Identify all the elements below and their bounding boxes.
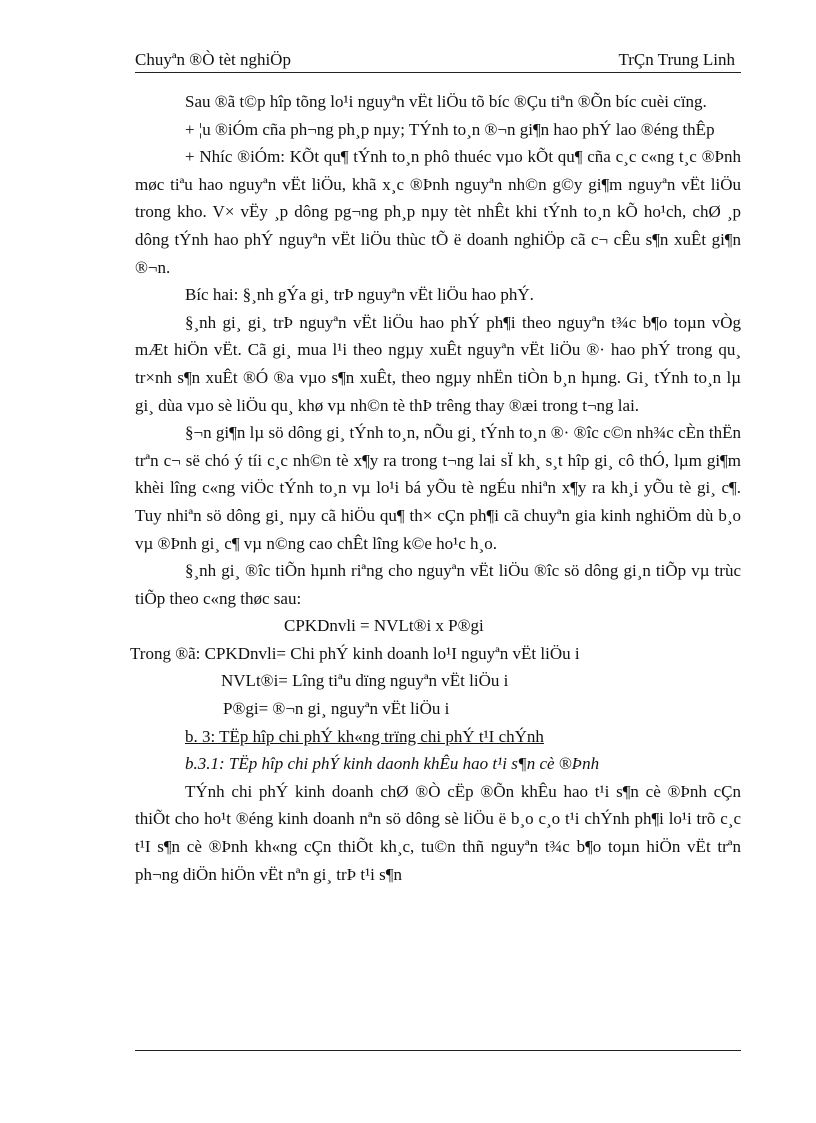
paragraph: §¸nh gi¸ gi¸ trÞ nguyªn vËt liÖu hao phÝ ph¶i theo nguyªn t¾c b¶o toµn vÒg mÆt hiÖn vËt. Cã gi¸ mua l¹i theo ngµy xuÊt nguyªn vËt liÖu ®· hao phÝ trong qu¸ tr×nh s¶n xuÊt ®Ó ®a vµo s¶n xuÊt, theo ngµy nhËn tiÒn b¸n hµng. Gi¸ tÝnh to¸n lµ gi¸ dùa vµo sè liÖu qu¸ khø vµ nh©n tè thÞ trêng thay ®æi trong t¬ng lai. [135,312,741,415]
paragraph: Bíc hai: §¸nh gÝa gi¸ trÞ nguyªn vËt liÖu hao phÝ. [185,285,534,305]
definition-line: NVLt®i= Lîng tiªu dïng nguyªn vËt liÖu i [221,671,509,691]
header-title: Chuyªn ®Ò tèt nghiÖp [135,50,291,69]
formula: CPKDnvli = NVLt®i x P®gi [284,616,484,636]
section-heading: b. 3: TËp hîp chi phÝ kh«ng trïng chi phÝ t¹I chÝnh [185,726,544,746]
paragraph: TÝnh chi phÝ kinh doanh chØ ®Ò cËp ®Õn khÊu hao t¹i s¶n cè ®Þnh cÇn thiÕt cho ho¹t ®éng kinh doanh nªn sö dông sè liÖu ë b¸o c¸o t¹i chÝnh ph¶i lo¹i trõ c¸c t¹I s¶n cè ®Þnh kh«ng cÇn thiÕt kh¸c, tu©n thñ nguyªn t¾c b¶o toµn hiÖn vËt trªn ph¬ng diÖn hiÖn vËt nªn gi¸ trÞ t¹i s¶n [135,781,741,884]
page-header [135,48,741,73]
definition-line: P®gi= ®¬n gi¸ nguyªn vËt liÖu i [223,699,450,719]
paragraph: + Nhíc ®iÓm: KÕt qu¶ tÝnh to¸n phô thuéc vµo kÕt qu¶ cña c¸c c«ng t¸c ®Þnh møc tiªu hao nguyªn vËt liÖu, khã x¸c ®Þnh nguyªn nh©n g©y gi¶m nguyªn vËt liÖu trong kho. V× vËy ¸p dông pg¬ng ph¸p nµy tèt nhÊt khi tÝnh to¸n kÕ ho¹ch, chØ ¸p dông tÝnh hao phÝ nguyªn vËt liÖu thùc tÕ ë doanh nghiÖp cã c¬ cÊu s¶n xuÊt gi¶n ®¬n. [135,147,741,277]
paragraph: Sau ®ã t©p hîp tõng lo¹i nguyªn vËt liÖu tõ bíc ®Çu tiªn ®Õn bíc cuèi cïng. [185,92,707,111]
paragraph: + ¦u ®iÓm cña ph¬ng ph¸p nµy; TÝnh to¸n ®¬n gi¶n hao phÝ lao ®éng thÊp [185,119,715,139]
document-body [130,88,741,888]
paragraph: §¸nh gi¸ ®îc tiÕn hµnh riªng cho nguyªn vËt liÖu ®îc sö dông gi¸n tiÕp vµ trùc tiÕp theo c«ng thøc sau: [135,561,741,608]
subsection-heading: b.3.1: TËp hîp chi phÝ kinh daonh khÊu hao t¹i s¶n cè ®Þnh [185,754,600,774]
header-author: TrÇn Trung Linh [618,50,735,69]
paragraph: §¬n gi¶n lµ sö dông gi¸ tÝnh to¸n, nÕu gi¸ tÝnh to¸n ®· ®îc c©n nh¾c cÈn thËn trªn c¬ së chó ý tíi c¸c nh©n tè x¶y ra trong t¬ng lai sÏ kh¸ s¸t hîp gi¸ cô thÓ, lµm gi¶m khèi lîng c«ng viÖc tÝnh to¸n vµ lo¹i bá yÕu tè ngÉu nhiªn x¶y ra kh¸i yÕu tè gi¸ c¶. Tuy nhiªn sö dông gi¸ nµy cã hiÖu qu¶ th× cÇn ph¶i cã chuyªn gia kinh nghiÖm dù b¸o vµ ®Þnh gi¸ c¶ vµ n©ng cao chÊt lîng k©e ho¹c h¸o. [135,423,741,553]
definition-line: Trong ®ã: CPKDnvli= Chi phÝ kinh doanh lo¹I nguyªn vËt liÖu i [130,643,580,663]
footer-divider [135,1050,741,1051]
